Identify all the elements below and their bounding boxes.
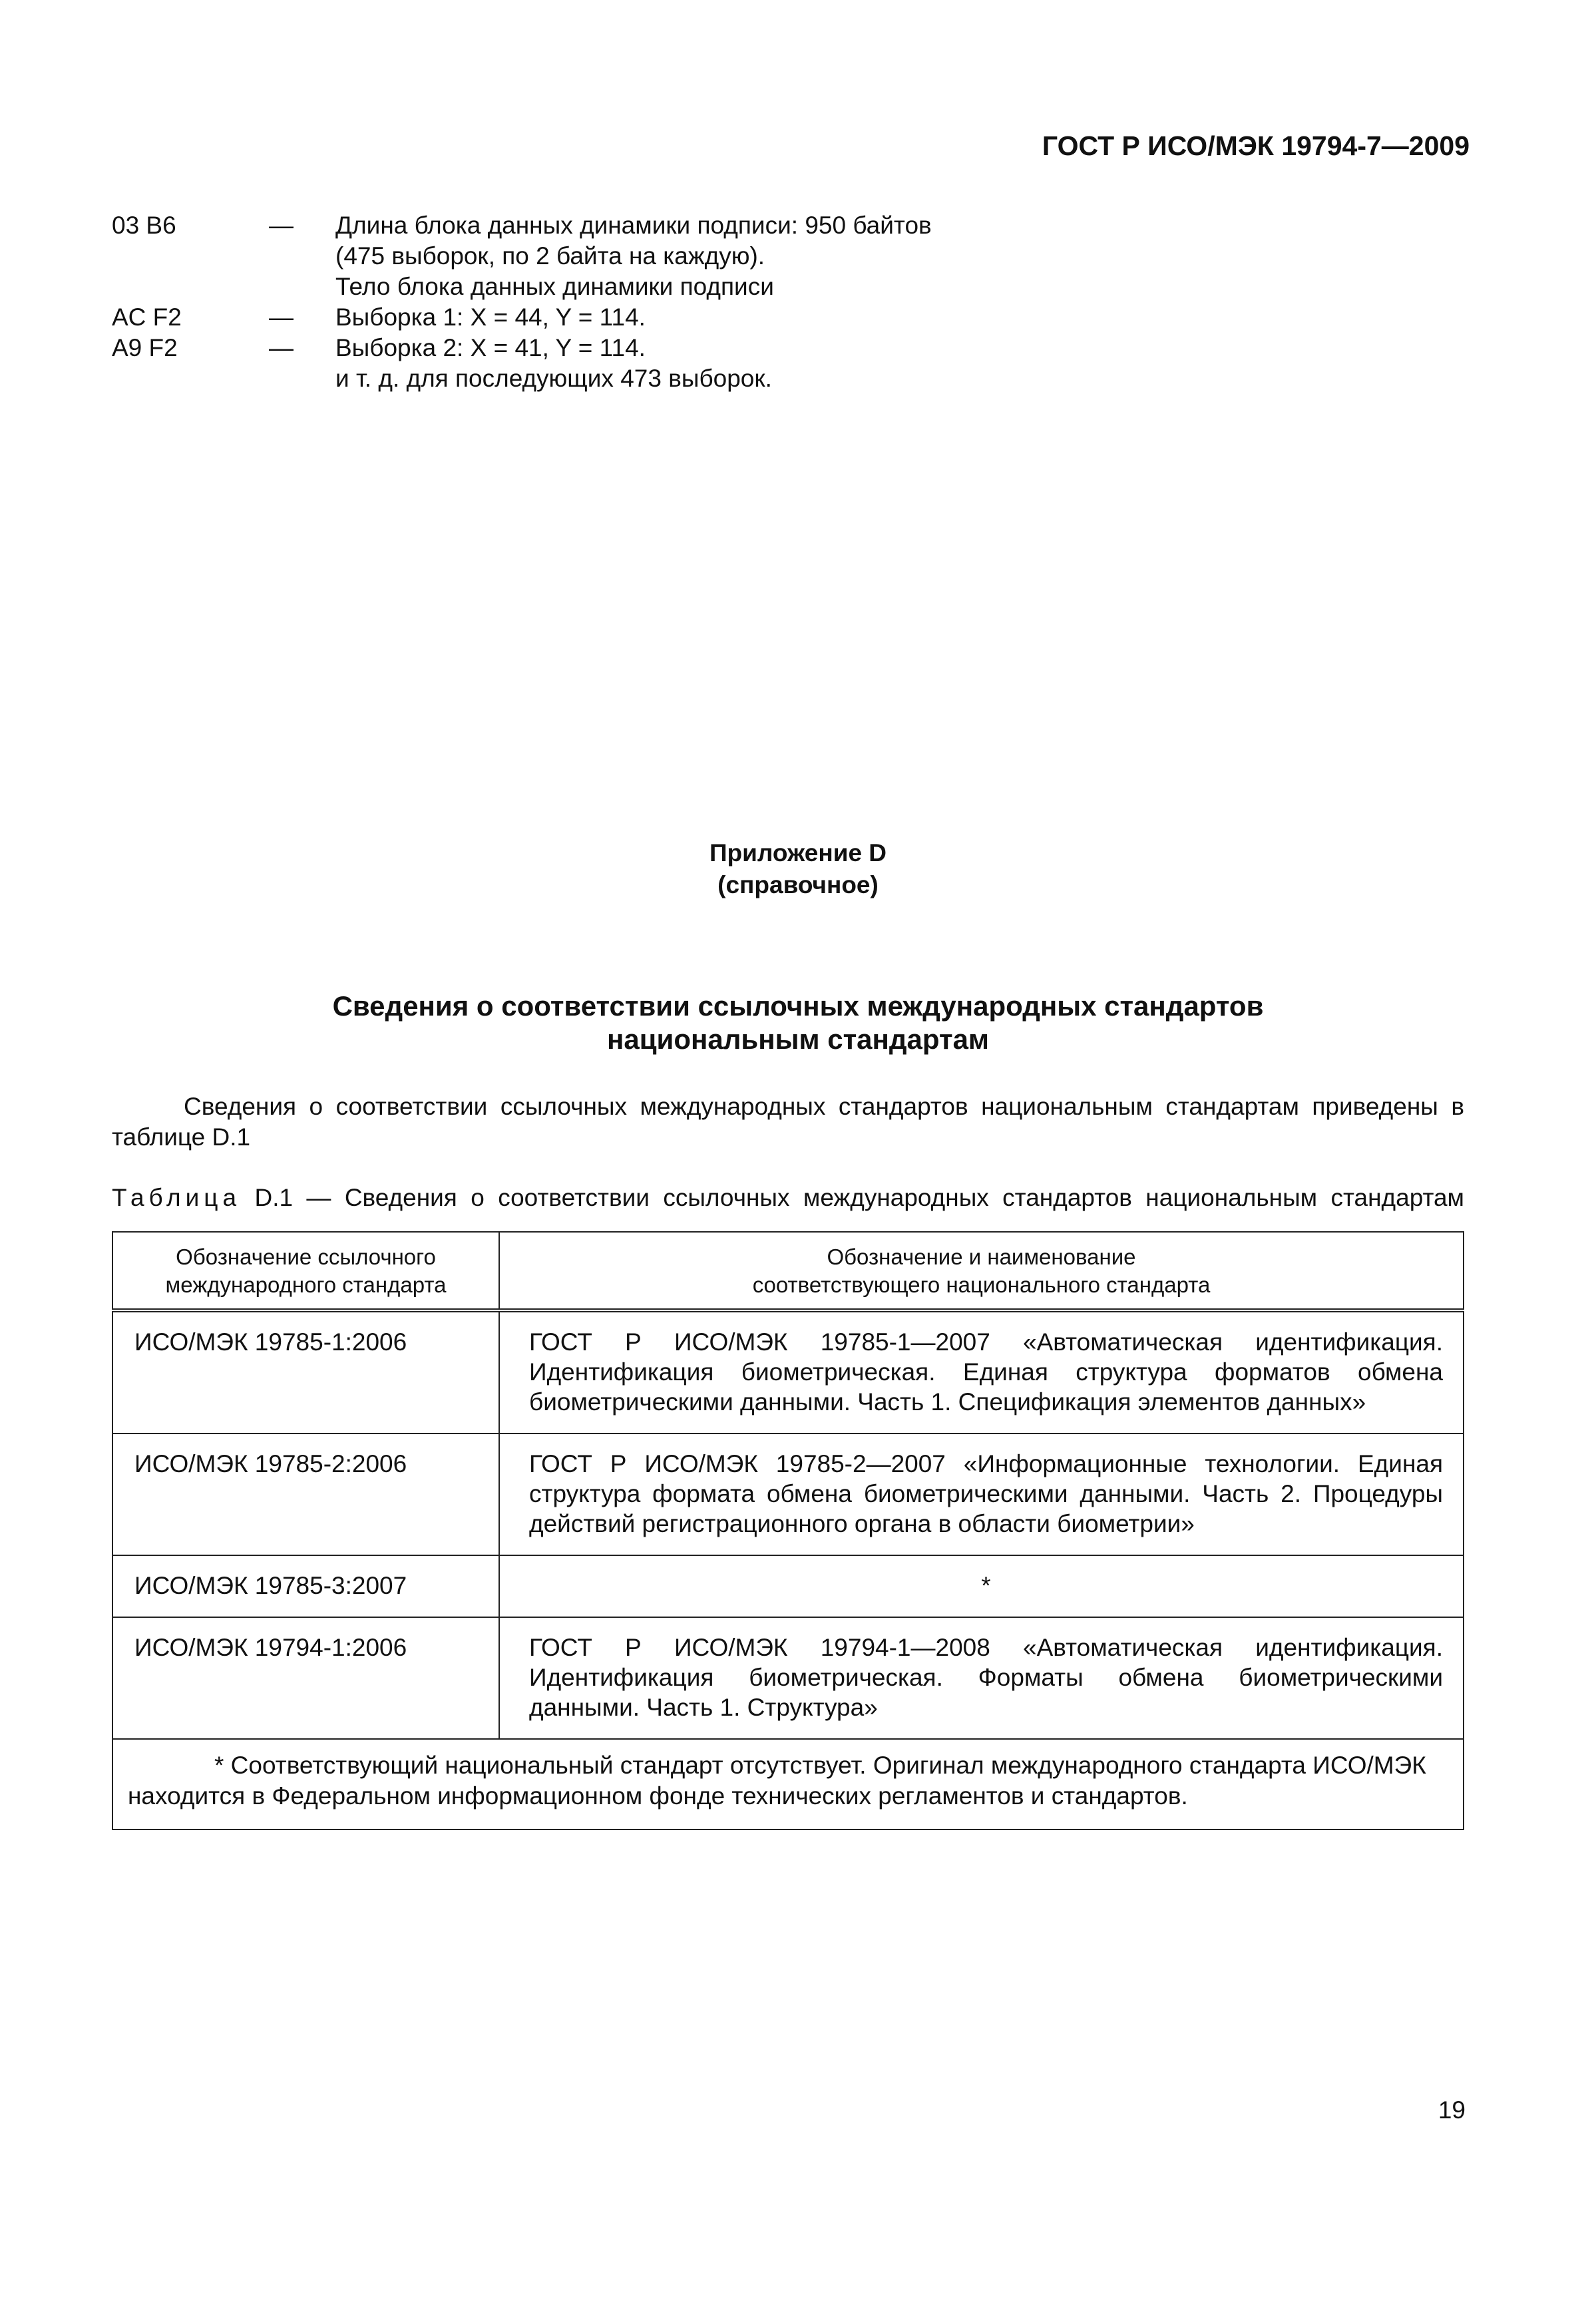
national-standard-cell: ГОСТ Р ИСО/МЭК 19794-1—2008 «Автоматическая идентификация. Идентификация биометрическая. Форматы обмена биометрическими данными. Часть 1. Структура»: [499, 1617, 1464, 1739]
appendix-title: [0, 990, 1596, 1056]
hex-code: AC F2: [112, 303, 182, 331]
hex-row: [112, 302, 1044, 333]
dash: —: [269, 303, 294, 331]
page-number: 19: [1438, 2096, 1466, 2124]
description-line: Длина блока данных динамики подписи: 950 байтов: [335, 212, 932, 239]
table-row: [112, 1434, 1464, 1555]
table-caption-text: D.1 — Сведения о соответствии ссылочных международных стандартов национальным стандартам: [254, 1184, 1464, 1211]
appendix-heading: [0, 837, 1596, 901]
table-row: [112, 1310, 1464, 1434]
description-line: Выборка 2: X = 41, Y = 114.: [335, 334, 646, 361]
hex-code: 03 B6: [112, 212, 176, 239]
dash: —: [269, 334, 294, 361]
national-standard-cell: ГОСТ Р ИСО/МЭК 19785-2—2007 «Информационные технологии. Единая структура формата обмена биометрическими данными. Часть 2. Процедуры действий регистрационного органа в области биометрии»: [499, 1434, 1464, 1555]
title-line: Сведения о соответствии ссылочных международных стандартов: [332, 990, 1264, 1022]
standards-correspondence-table: [112, 1231, 1464, 1830]
intl-standard-cell: ИСО/МЭК 19794-1:2006: [112, 1617, 499, 1739]
hex-row: [112, 333, 1044, 394]
hex-description: [335, 333, 1044, 394]
national-standard-cell: *: [499, 1555, 1464, 1617]
hex-description: [335, 210, 1044, 302]
header-line: Обозначение ссылочного: [176, 1245, 436, 1269]
appendix-label: Приложение D: [709, 839, 887, 866]
title-line: национальным стандартам: [607, 1024, 989, 1055]
table-row: [112, 1617, 1464, 1739]
intl-standard-cell: ИСО/МЭК 19785-1:2006: [112, 1310, 499, 1434]
dash: —: [269, 212, 294, 239]
table-header-row: [112, 1232, 1464, 1310]
national-standard-cell: ГОСТ Р ИСО/МЭК 19785-1—2007 «Автоматическая идентификация. Идентификация биометрическая. Единая структура форматов обмена биометрическими данными. Часть 1. Спецификация элементов данных»: [499, 1310, 1464, 1434]
header-line: международного стандарта: [165, 1272, 447, 1297]
intro-paragraph: Сведения о соответствии ссылочных международных стандартов национальным стандартам приведены в таблице D.1: [112, 1093, 1464, 1151]
table-footnote-row: [112, 1739, 1464, 1829]
description-line: и т. д. для последующих 473 выборок.: [335, 365, 772, 392]
document-code-header: ГОСТ Р ИСО/МЭК 19794-7—2009: [1042, 130, 1470, 161]
table-row: [112, 1555, 1464, 1617]
hex-dump-block: [112, 210, 1044, 394]
header-national-standard: [499, 1232, 1464, 1310]
description-line: (475 выборок, по 2 байта на каждую).: [335, 242, 765, 270]
hex-description: [335, 302, 1044, 333]
hex-code: A9 F2: [112, 334, 178, 361]
intl-standard-cell: ИСО/МЭК 19785-2:2006: [112, 1434, 499, 1555]
intl-standard-cell: ИСО/МЭК 19785-3:2007: [112, 1555, 499, 1617]
header-intl-standard: [112, 1232, 499, 1310]
header-line: соответствующего национального стандарта: [752, 1272, 1211, 1297]
table-footnote: * Соответствующий национальный стандарт отсутствует. Оригинал международного стандарта ИСО/МЭК находится в Федеральном информационном фонде технических регламентов и стандартов.: [112, 1739, 1464, 1829]
table-caption: [112, 1183, 1464, 1213]
hex-row: [112, 210, 1044, 302]
appendix-kind: (справочное): [717, 871, 879, 898]
table-caption-label: Таблица: [112, 1184, 242, 1211]
description-line: Выборка 1: X = 44, Y = 114.: [335, 303, 646, 331]
header-line: Обозначение и наименование: [827, 1245, 1136, 1269]
description-line: Тело блока данных динамики подписи: [335, 273, 774, 300]
